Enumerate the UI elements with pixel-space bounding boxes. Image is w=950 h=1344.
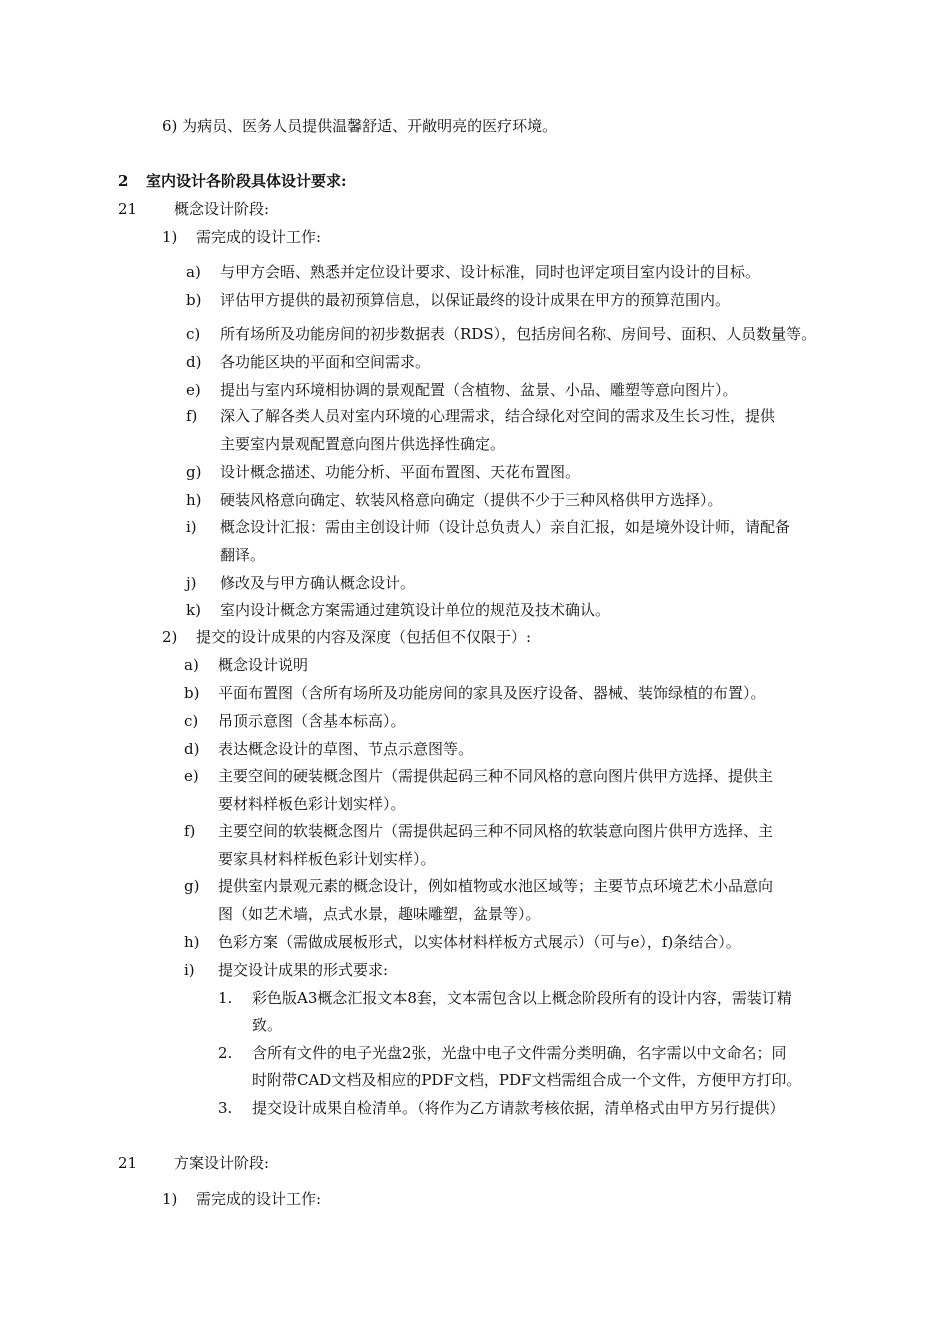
concept-deliver-item-text: 提供室内景观元素的概念设计，例如植物或水池区域等；主要节点环境艺术小品意向: [218, 877, 774, 895]
concept-deliver-item-marker: b): [184, 684, 200, 702]
concept-deliver-item-marker: i): [184, 961, 195, 979]
concept-deliver-item-marker: a): [184, 656, 199, 674]
concept-work-item-text: 各功能区块的平面和空间需求。: [220, 353, 431, 371]
intro-item: 6) 为病员、医务人员提供温馨舒适、开敞明亮的医疗环境。: [162, 117, 558, 135]
concept-deliver-item-marker: g): [184, 877, 200, 895]
concept-work-item-text: 主要室内景观配置意向图片供选择性确定。: [220, 435, 506, 453]
concept-deliver-item-text: 平面布置图（含所有场所及功能房间的家具及医疗设备、器械、装饰绿植的布置）。: [218, 684, 766, 702]
concept-deliver-item-text: 表达概念设计的草图、节点示意图等。: [218, 740, 474, 758]
concept-deliver-item-text: 要家具材料样板色彩计划实样）。: [218, 850, 436, 868]
concept-work-number: 1): [162, 228, 178, 246]
concept-work-item-marker: d): [186, 353, 202, 371]
concept-work-item-text: 提出与室内环境相协调的景观配置（含植物、盆景、小品、雕塑等意向图片）。: [220, 381, 738, 399]
concept-work-item-text: 翻译。: [220, 546, 266, 564]
concept-work-item-text: 所有场所及功能房间的初步数据表（RDS），包括房间名称、房间号、面积、人员数量等。: [220, 325, 817, 343]
form-requirement-item-marker: 2.: [218, 1044, 233, 1062]
concept-deliver-number: 2): [162, 628, 178, 646]
concept-deliver-item-text: 提交设计成果的形式要求:: [218, 961, 389, 979]
concept-work-item-marker: i): [186, 518, 197, 536]
form-requirement-item-text: 提交设计成果自检清单。（将作为乙方请款考核依据，清单格式由甲方另行提供）: [252, 1099, 785, 1117]
concept-work-item-marker: c): [186, 325, 201, 343]
concept-deliver-item-marker: e): [184, 767, 199, 785]
concept-work-item-marker: h): [186, 491, 202, 509]
concept-work-item-marker: e): [186, 381, 201, 399]
form-requirement-item-marker: 3.: [218, 1099, 233, 1117]
concept-deliver-item-marker: h): [184, 933, 200, 951]
stage-concept-title: 概念设计阶段:: [174, 200, 270, 218]
form-requirement-item-text: 时附带CAD文档及相应的PDF文档，PDF文档需组合成一个文件，方便甲方打印。: [252, 1071, 802, 1089]
section-2-number: 2: [118, 172, 129, 190]
concept-deliver-item-text: 吊顶示意图（含基本标高）。: [218, 712, 406, 730]
stage-scheme-number: 21: [118, 1154, 138, 1172]
concept-deliver-item-marker: c): [184, 712, 199, 730]
concept-work-item-text: 修改及与甲方确认概念设计。: [220, 574, 416, 592]
concept-deliver-item-text: 图（如艺术墙，点式水景，趣味雕塑，盆景等）。: [218, 905, 541, 923]
scheme-work-title: 需完成的设计工作:: [196, 1190, 322, 1208]
concept-deliver-item-text: 要材料样板色彩计划实样）。: [218, 795, 406, 813]
form-requirement-item-text: 含所有文件的电子光盘2张，光盘中电子文件需分类明确，名字需以中文命名；同: [252, 1044, 787, 1062]
stage-scheme-title: 方案设计阶段:: [174, 1154, 270, 1172]
concept-deliver-item-marker: d): [184, 740, 200, 758]
concept-work-item-text: 评估甲方提供的最初预算信息，以保证最终的设计成果在甲方的预算范围内。: [220, 291, 731, 309]
concept-work-title: 需完成的设计工作:: [196, 228, 322, 246]
concept-work-item-text: 硬装风格意向确定、软装风格意向确定（提供不少于三种风格供甲方选择）。: [220, 491, 723, 509]
form-requirement-item-marker: 1.: [218, 989, 233, 1007]
concept-deliver-item-text: 色彩方案（需做成展板形式，以实体材料样板方式展示）（可与e），f)条结合）。: [218, 933, 741, 951]
concept-deliver-title: 提交的设计成果的内容及深度（包括但不仅限于）:: [196, 628, 532, 646]
concept-work-item-marker: k): [186, 601, 201, 619]
concept-deliver-item-text: 主要空间的软装概念图片（需提供起码三种不同风格的软装意向图片供甲方选择、主: [218, 822, 774, 840]
concept-work-item-text: 设计概念描述、功能分析、平面布置图、天花布置图。: [220, 463, 581, 481]
concept-work-item-text: 概念设计汇报：需由主创设计师（设计总负责人）亲自汇报，如是境外设计师，请配备: [220, 518, 791, 536]
concept-work-item-text: 室内设计概念方案需通过建筑设计单位的规范及技术确认。: [220, 601, 611, 619]
concept-work-item-text: 与甲方会晤、熟悉并定位设计要求、设计标准，同时也评定项目室内设计的目标。: [220, 263, 761, 281]
concept-work-item-marker: a): [186, 263, 201, 281]
concept-work-item-marker: f): [186, 407, 198, 425]
concept-deliver-item-text: 概念设计说明: [218, 656, 309, 674]
form-requirement-item-text: 彩色版A3概念汇报文本8套，文本需包含以上概念阶段所有的设计内容，需装订精: [252, 989, 792, 1007]
concept-work-item-marker: g): [186, 463, 202, 481]
stage-concept-number: 21: [118, 200, 138, 218]
form-requirement-item-text: 致。: [252, 1016, 283, 1034]
concept-deliver-item-marker: f): [184, 822, 196, 840]
scheme-work-number: 1): [162, 1190, 178, 1208]
concept-work-item-text: 深入了解各类人员对室内环境的心理需求，结合绿化对空间的需求及生长习性，提供: [220, 407, 776, 425]
concept-work-item-marker: j): [186, 574, 197, 592]
concept-work-item-marker: b): [186, 291, 202, 309]
concept-deliver-item-text: 主要空间的硬装概念图片（需提供起码三种不同风格的意向图片供甲方选择、提供主: [218, 767, 774, 785]
section-2-title: 室内设计各阶段具体设计要求:: [146, 172, 347, 190]
